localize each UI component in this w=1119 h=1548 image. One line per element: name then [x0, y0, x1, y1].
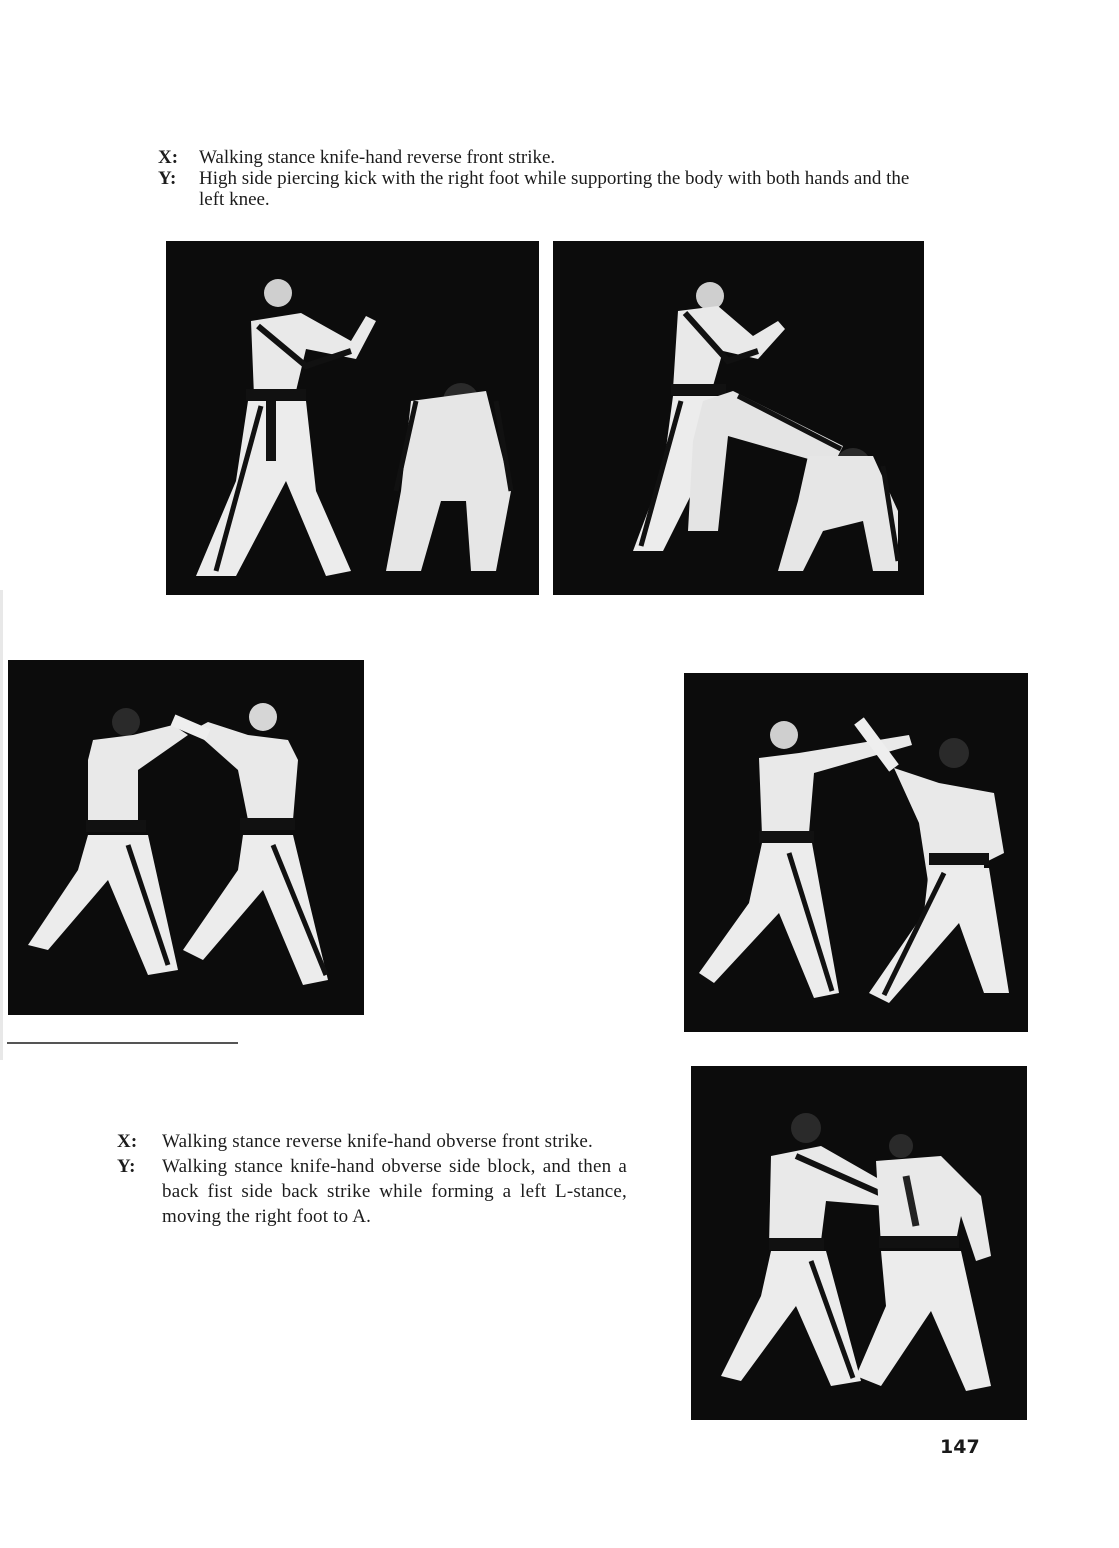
- photo-illustration: [8, 660, 364, 1015]
- caption-label: X:: [117, 1131, 138, 1152]
- caption-text: Walking stance knife-hand reverse front strike.: [199, 147, 556, 168]
- section-divider-rule: [7, 1042, 238, 1044]
- caption-text: Walking stance knife-hand obverse side block, and then a back fist side back strike while forming a left L-stance, moving the right foot to A.: [162, 1156, 627, 1227]
- page-number: 147: [940, 1436, 980, 1458]
- photo-illustration: [684, 673, 1028, 1032]
- caption-item-x: [158, 147, 928, 168]
- caption-label: Y:: [117, 1156, 136, 1177]
- caption-item-y: [158, 168, 928, 210]
- photo-reverse-knife-hand-strike: [8, 660, 364, 1015]
- caption-item-x: [117, 1129, 627, 1154]
- photo-knife-hand-side-block: [684, 673, 1028, 1032]
- page-gutter-shadow: [0, 590, 3, 1060]
- caption-text: High side piercing kick with the right foot while supporting the body with both hands and the left knee.: [199, 168, 910, 210]
- caption-label: X:: [158, 147, 179, 168]
- photo-knife-hand-strike: [166, 241, 539, 595]
- photo-illustration: [166, 241, 539, 595]
- caption-bottom: [117, 1129, 627, 1229]
- photo-side-piercing-kick: [553, 241, 924, 595]
- caption-top: [158, 147, 928, 210]
- caption-label: Y:: [158, 168, 177, 189]
- photo-back-fist-side-back-strike: [691, 1066, 1027, 1420]
- caption-item-y: [117, 1154, 627, 1229]
- photo-illustration: [691, 1066, 1027, 1420]
- caption-text: Walking stance reverse knife-hand obverse front strike.: [162, 1131, 594, 1152]
- photo-illustration: [553, 241, 924, 595]
